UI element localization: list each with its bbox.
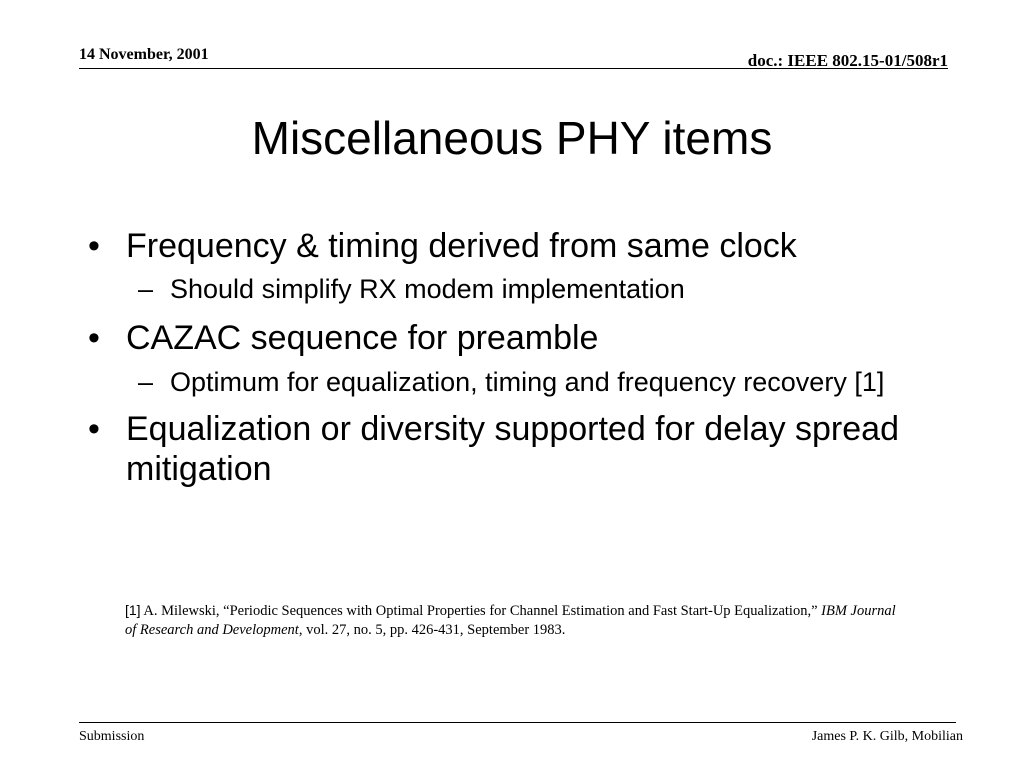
header-rule <box>79 68 948 69</box>
footer-rule <box>79 722 956 723</box>
reference-details: , vol. 27, no. 5, pp. 426-431, September 1983. <box>298 622 566 638</box>
dash-icon: – <box>138 367 154 397</box>
reference-note <box>125 601 905 640</box>
sub-bullet-item <box>88 365 928 399</box>
bullet-item <box>88 409 928 489</box>
footer-author: James P. K. Gilb, Mobilian <box>811 729 963 744</box>
sub-bullet-item <box>88 272 928 306</box>
bullet-icon: • <box>88 227 100 265</box>
header-doc-id: doc.: IEEE 802.15-01/508r1 <box>747 51 948 70</box>
footer-submission: Submission <box>79 729 145 744</box>
header-date: 14 November, 2001 <box>79 46 209 63</box>
dash-icon: – <box>138 274 154 304</box>
bullet-text: Equalization or diversity supported for delay spread mitigation <box>126 410 899 488</box>
sub-bullet-text: Should simplify RX modem implementation <box>170 274 685 304</box>
reference-journal: IBM Journal of Research and Development <box>125 603 896 638</box>
bullet-item <box>88 318 928 358</box>
bullet-icon: • <box>88 319 100 357</box>
bullet-text: Frequency & timing derived from same clock <box>126 227 797 265</box>
bullet-list <box>88 226 928 489</box>
reference-number: [1] <box>125 602 141 618</box>
sub-bullet-text: Optimum for equalization, timing and frequency recovery [1] <box>170 367 885 397</box>
slide-title: Miscellaneous PHY items <box>251 112 773 164</box>
reference-text: A. Milewski, “Periodic Sequences with Optimal Properties for Channel Estimation and Fast Start-Up Equalization,” <box>140 603 822 619</box>
bullet-text: CAZAC sequence for preamble <box>126 319 599 357</box>
bullet-item <box>88 226 928 266</box>
bullet-icon: • <box>88 410 100 448</box>
